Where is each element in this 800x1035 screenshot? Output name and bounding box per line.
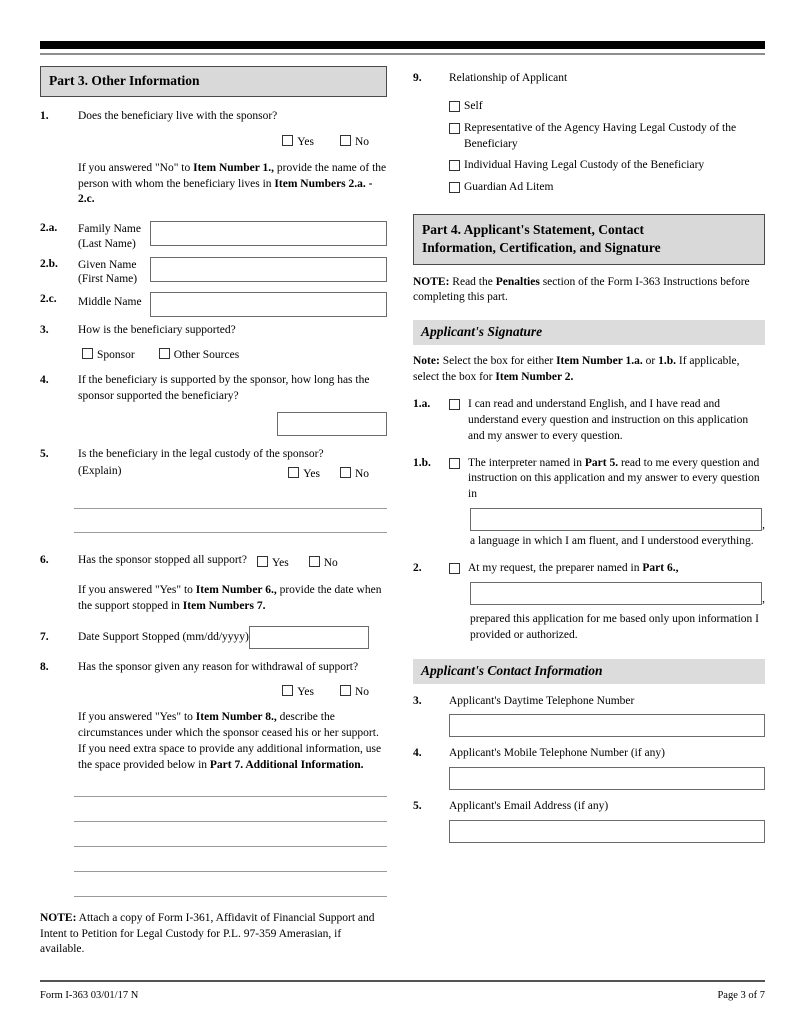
contact-item-4-number: 4. (413, 747, 422, 760)
item-1b-checkbox[interactable] (449, 458, 460, 469)
item-8-yes-label: Yes (297, 686, 314, 699)
instr-8-bold2: Part 7. Additional Information. (209, 758, 364, 771)
page-footer (40, 990, 765, 1001)
left-note-text: Attach a copy of Form I-361, Affidavit of Financial Support and Intent to Petition for Legal Custody for P.L. 97-359 Amerasian, if available. (40, 911, 375, 956)
item-5-question: Is the beneficiary in the legal custody of the sponsor? (78, 447, 324, 460)
item-8-no-checkbox[interactable] (340, 685, 351, 696)
item-2-checkbox[interactable] (449, 563, 460, 574)
part-4-note-pre: Read the (449, 275, 496, 288)
item-3-sponsor-checkbox[interactable] (82, 348, 93, 359)
contact-item-3-number: 3. (413, 694, 422, 707)
item-9-individual-checkbox[interactable] (449, 160, 460, 171)
item-1b-after-text: a language in which I am fluent, and I understood everything. (470, 535, 754, 548)
item-2b-row (40, 257, 387, 287)
instr-8-mid: describe the circumstances under which the sponsor ceased his or her support. If you need extra space to provide any additional information, use the space provided below in (78, 711, 382, 771)
item-1b-post: read to me every question and instruction on this application and my answer to every question in (468, 456, 760, 501)
item-5-explain-row (40, 464, 387, 482)
left-column (40, 66, 387, 958)
item-1-yes-label: Yes (297, 135, 314, 148)
item-9-number: 9. (413, 72, 422, 84)
item-1-no-option[interactable] (340, 132, 369, 150)
item-9-individual-label: Individual Having Legal Custody of the Beneficiary (464, 159, 705, 172)
item-5-answer-lines (40, 508, 387, 533)
item-2-bold: Part 6., (642, 561, 679, 574)
item-2c-number: 2.c. (40, 293, 57, 306)
item-8-line-4[interactable] (74, 871, 387, 872)
item-9-option-representative[interactable] (449, 121, 765, 152)
item-8-line-1[interactable] (74, 796, 387, 797)
item-1-yes-checkbox[interactable] (282, 135, 293, 146)
item-2a-label (78, 221, 150, 251)
contact-item-3-label: Applicant's Daytime Telephone Number (449, 694, 635, 707)
item-1-instruction-text (78, 161, 387, 209)
sig-note-mid1: or (642, 355, 659, 368)
item-9-guardian-checkbox[interactable] (449, 182, 460, 193)
item-6-no-checkbox[interactable] (309, 556, 320, 567)
part-3-header: Part 3. Other Information (40, 66, 387, 97)
item-9-guardian-label: Guardian Ad Litem (464, 181, 554, 194)
item-8-line-2[interactable] (74, 821, 387, 822)
item-2a-label-line2: (Last Name) (78, 237, 136, 250)
item-8-yes-option[interactable] (282, 682, 314, 700)
item-6-yes-checkbox[interactable] (257, 556, 268, 567)
sig-note-mid2: If applicable, select the box for (413, 355, 740, 384)
item-3-sponsor-option[interactable] (82, 345, 135, 363)
instr-8-bold1: Item Number 8., (195, 711, 277, 724)
item-2b-given-name-input[interactable] (150, 257, 387, 282)
item-5-line-1[interactable] (74, 508, 387, 509)
contact-item-5-label: Applicant's Email Address (if any) (449, 800, 609, 813)
email-address-input[interactable] (449, 820, 765, 843)
item-2a-label-line1: Family Name (78, 223, 141, 236)
part-4-header-line2: Information, Certification, and Signature (422, 239, 661, 255)
item-5-yes-option[interactable] (288, 464, 320, 482)
instr-1-pre: If you answered "No" to (78, 161, 194, 174)
form-page (40, 0, 765, 1035)
applicants-signature-band: Applicant's Signature (413, 320, 765, 345)
sig-note-pre: Select the box for either (439, 355, 557, 368)
item-1a-number: 1.a. (413, 397, 431, 410)
item-2-preparer-input[interactable] (470, 582, 762, 605)
item-9-representative-label: Representative of the Agency Having Legal Custody of the Beneficiary (464, 122, 737, 150)
item-3-other-sources-option[interactable] (159, 345, 239, 363)
item-2a-number: 2.a. (40, 222, 58, 235)
instr-1-bold1: Item Number 1., (193, 161, 275, 174)
item-9-option-guardian[interactable] (449, 180, 765, 195)
item-2b-number: 2.b. (40, 257, 58, 270)
item-2c-middle-name-input[interactable] (150, 292, 387, 317)
item-9-representative-checkbox[interactable] (449, 123, 460, 134)
contact-item-3-input-wrap (413, 714, 765, 737)
item-4-input-wrap (40, 412, 387, 436)
item-1-no-label: No (354, 135, 369, 148)
item-1-yesno-group (40, 132, 387, 150)
instr-8-pre: If you answered "Yes" to (78, 711, 196, 724)
contact-item-5-input-wrap (413, 820, 765, 843)
item-6-instruction (40, 583, 387, 615)
part-4-note-bold: Penalties (495, 275, 540, 288)
item-7-number: 7. (40, 630, 49, 643)
item-5-number: 5. (40, 447, 49, 460)
sig-note-bold3: Item Number 2. (495, 371, 574, 384)
item-8-instruction-text (78, 710, 387, 773)
part-4-note-label: NOTE: (413, 275, 450, 288)
item-9-option-self[interactable] (449, 99, 765, 114)
instr-6-pre: If you answered "Yes" to (78, 583, 196, 596)
item-6-yes-option[interactable] (257, 553, 289, 571)
item-1-number: 1. (40, 109, 49, 122)
contact-item-3 (413, 694, 765, 738)
item-2-text (468, 561, 765, 577)
item-2b-label-line2: (First Name) (78, 273, 138, 285)
item-8-instruction (40, 710, 387, 773)
item-7 (40, 626, 387, 649)
item-9-question: Relationship of Applicant (449, 72, 568, 84)
item-4 (40, 373, 387, 405)
item-9-self-checkbox[interactable] (449, 101, 460, 112)
item-3-sponsor-label: Sponsor (97, 349, 135, 362)
item-9-options (413, 99, 765, 196)
footer-page-number: Page 3 of 7 (717, 990, 765, 1001)
item-5-explain-label: (Explain) (78, 464, 122, 477)
left-note (40, 911, 387, 959)
applicants-contact-information-band: Applicant's Contact Information (413, 659, 765, 684)
item-2-preparer-row (413, 582, 765, 605)
daytime-telephone-input[interactable] (449, 714, 765, 737)
item-1a-text: I can read and understand English, and I have read and understand every question and instruction on this application and my answer to every question. (468, 397, 749, 442)
contact-item-4-row (413, 746, 765, 762)
item-5-no-label: No (354, 467, 369, 480)
item-9-option-individual[interactable] (449, 158, 765, 173)
item-4-duration-input[interactable] (277, 412, 387, 436)
instr-6-bold2: Item Numbers 7. (182, 599, 266, 612)
item-8-answer-lines (40, 796, 387, 897)
item-7-date-input[interactable] (249, 626, 369, 649)
name-fields-group (40, 221, 387, 317)
item-5-yesno-group (288, 464, 387, 482)
item-6-number: 6. (40, 553, 49, 566)
item-8-line-3[interactable] (74, 846, 387, 847)
instr-1-mid: provide the name of the person with whom the beneficiary lives in (78, 161, 387, 190)
part-4-note (413, 275, 765, 307)
item-8-line-5[interactable] (74, 896, 387, 897)
item-2c-label-line1: Middle Name (78, 296, 142, 309)
item-4-question: If the beneficiary is supported by the sponsor, how long has the sponsor supported the beneficiary? (78, 374, 370, 402)
item-3-question: How is the beneficiary supported? (78, 324, 236, 337)
item-5-no-checkbox[interactable] (340, 467, 351, 478)
sig-note-bold2: 1.b. (658, 355, 676, 368)
item-1-yes-option[interactable] (282, 132, 314, 150)
item-6-no-label: No (323, 556, 338, 569)
part-4-header-line1: Part 4. Applicant's Statement, Contact (422, 221, 644, 237)
item-7-label: Date Support Stopped (mm/dd/yyyy) (78, 630, 249, 643)
item-6-no-option[interactable] (309, 553, 338, 571)
top-rule-thin (40, 53, 765, 55)
left-note-label: NOTE: (40, 911, 77, 924)
sig-note-bold1: Item Number 1.a. (556, 355, 643, 368)
contact-item-3-row (413, 694, 765, 710)
item-3-number: 3. (40, 324, 49, 337)
contact-item-4-input-wrap (413, 767, 765, 790)
item-2b-label-line1: Given Name (78, 258, 137, 271)
item-1b (413, 456, 765, 504)
item-2c-label (78, 292, 150, 309)
item-6-yesno-group (247, 553, 356, 571)
item-2b-label (78, 257, 150, 287)
item-1b-language-input[interactable] (470, 508, 762, 531)
item-5 (40, 447, 387, 463)
item-3-options (40, 345, 387, 363)
part-4-header (413, 214, 765, 265)
item-1a-checkbox[interactable] (449, 399, 460, 410)
item-5-line-2[interactable] (74, 532, 387, 533)
item-2a-row (40, 221, 387, 251)
item-4-number: 4. (40, 374, 49, 387)
item-8-no-option[interactable] (340, 682, 369, 700)
item-8-question: Has the sponsor given any reason for withdrawal of support? (78, 661, 359, 674)
contact-item-4 (413, 746, 765, 790)
item-1b-text (468, 456, 765, 504)
item-8-yesno-group (40, 682, 387, 700)
item-1-no-checkbox[interactable] (340, 135, 351, 146)
instr-1-bold2: Item Numbers 2.a. - 2.c. (78, 177, 373, 206)
item-2 (413, 561, 765, 577)
contact-item-5-row (413, 799, 765, 815)
item-6-yes-label: Yes (271, 556, 289, 569)
item-1b-comma: , (762, 519, 765, 532)
item-1-instruction (40, 161, 387, 209)
item-3-other-sources-checkbox[interactable] (159, 348, 170, 359)
right-column (413, 66, 765, 843)
contact-item-4-label: Applicant's Mobile Telephone Number (if any) (449, 747, 665, 760)
item-1-question: Does the beneficiary live with the sponsor? (78, 109, 278, 122)
item-1b-pre: The interpreter named in (468, 456, 585, 469)
item-6-question: Has the sponsor stopped all support? (78, 553, 247, 566)
item-5-yes-checkbox[interactable] (288, 467, 299, 478)
contact-item-5-number: 5. (413, 800, 422, 813)
item-2-number: 2. (413, 561, 422, 574)
signature-note (413, 354, 765, 386)
item-2-after-text: prepared this application for me based only upon information I provided or authorized. (470, 612, 760, 641)
contact-item-5 (413, 799, 765, 843)
mobile-telephone-input[interactable] (449, 767, 765, 790)
item-5-yes-label: Yes (303, 467, 320, 480)
footer-rule (40, 980, 765, 982)
instr-6-bold1: Item Number 6., (195, 583, 277, 596)
sig-note-label: Note: (413, 355, 440, 368)
item-2c-row (40, 292, 387, 317)
item-1b-bold: Part 5. (584, 456, 619, 469)
item-5-no-option[interactable] (340, 464, 369, 482)
item-1a (413, 397, 765, 445)
item-8-no-label: No (354, 686, 369, 699)
item-1 (40, 109, 387, 125)
footer-form-id: Form I-363 03/01/17 N (40, 990, 139, 1001)
item-8-yes-checkbox[interactable] (282, 685, 293, 696)
instr-6-mid: provide the date when the support stopped in (78, 583, 382, 612)
item-9-self-label: Self (464, 99, 483, 112)
item-6-instruction-text (78, 583, 387, 615)
item-6 (40, 553, 387, 571)
item-1b-language-row (413, 508, 765, 531)
item-8-number: 8. (40, 661, 49, 674)
item-2-comma: , (762, 592, 765, 605)
item-2a-family-name-input[interactable] (150, 221, 387, 246)
item-3-other-sources-label: Other Sources (173, 349, 240, 362)
item-2-pre: At my request, the preparer named in (468, 561, 643, 574)
top-rule-thick (40, 41, 765, 49)
item-1b-number: 1.b. (413, 456, 431, 469)
item-9 (413, 71, 765, 87)
part-4-note-post: section of the Form I-363 Instructions before completing this part. (413, 275, 750, 304)
item-8 (40, 660, 387, 676)
item-3 (40, 323, 387, 339)
